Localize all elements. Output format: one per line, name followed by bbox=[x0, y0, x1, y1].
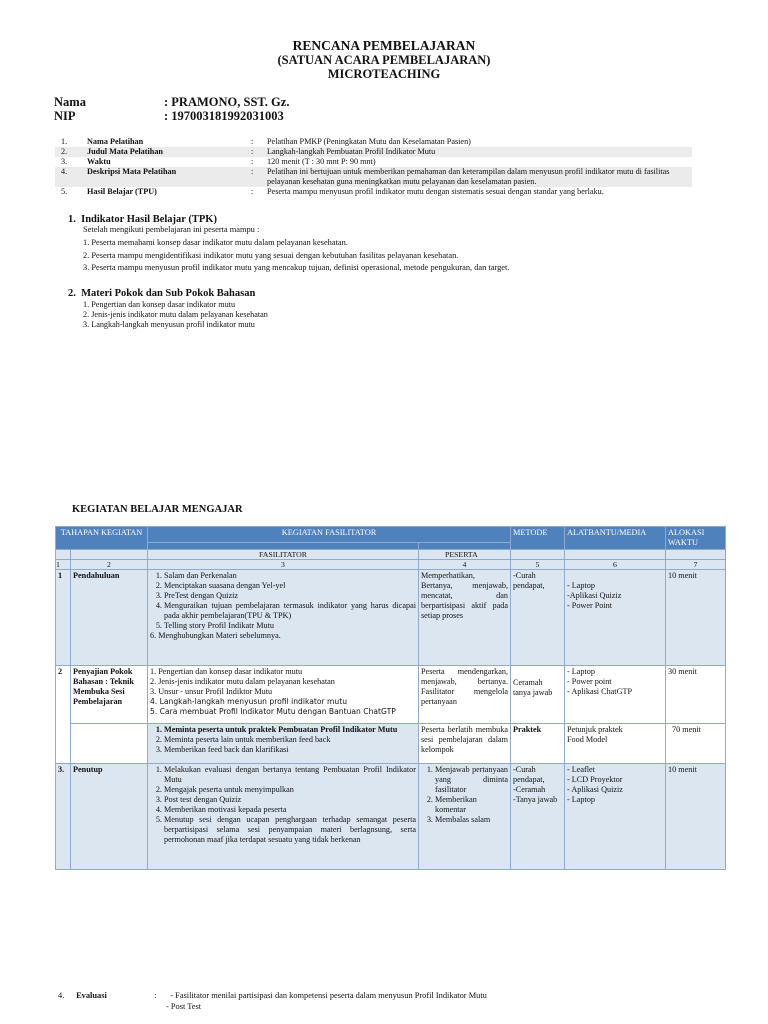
row-fasilitator bbox=[148, 666, 419, 724]
list-item: 3. Post test dengan Quiziz bbox=[164, 795, 416, 805]
info-no: 5. bbox=[61, 187, 68, 196]
kbm-table bbox=[55, 526, 726, 870]
info-value: Pelatihan ini bertujuan untuk memberikan pemahaman dan keterampilan dalam menyusun profil indikator mutu di fasilitas pelayanan kesehatan guna meningkatkan mutu pelayanan dan keselamatan pasien. bbox=[265, 167, 692, 187]
list-item: 1. Menjawab pertanyaan yang diminta fasilitator bbox=[435, 765, 508, 795]
list-item: 2. Jenis-jenis indikator mutu dalam pelayanan kesehatan bbox=[83, 310, 268, 319]
list-item: 3. Peserta mampu menyusun profil indikator mutu yang mencakup tujuan, definisi operasional, metode pengukuran, dan target. bbox=[83, 263, 510, 273]
row-alat bbox=[565, 570, 666, 666]
tpk-list bbox=[83, 237, 509, 275]
info-sep: : bbox=[251, 157, 254, 166]
list-item: 1. Pengertian dan konsep dasar indikator mutu bbox=[150, 667, 303, 676]
materi-heading bbox=[68, 288, 255, 299]
info-sep: : bbox=[249, 147, 265, 157]
list-item: 5. Menutup sesi dengan ucapan penghargaan terhadap semangat peserta berpartisipasi selama sesi penyampaian materi berlagnsung, serta permohonan maaf jika terdapat sesuatu yang tidak berkenan bbox=[164, 815, 416, 845]
row-metode: Ceramah tanya jawab bbox=[511, 666, 565, 724]
info-key: Deskripsi Mata Pelatihan bbox=[85, 167, 249, 187]
colnum: 5 bbox=[511, 560, 565, 570]
identity-nip bbox=[54, 109, 284, 124]
colnum: 6 bbox=[565, 560, 666, 570]
colnum: 4 bbox=[419, 560, 511, 570]
info-no: 4. bbox=[55, 167, 85, 187]
header-tahapan: TAHAPAN KEGIATAN bbox=[56, 527, 148, 550]
info-key: Judul Mata Pelatihan bbox=[85, 147, 249, 157]
info-row bbox=[55, 187, 692, 197]
table-header-row bbox=[56, 527, 726, 543]
info-key: Hasil Belajar (TPU) bbox=[87, 187, 157, 196]
header-spacer bbox=[419, 543, 511, 550]
row-waktu: 30 menit bbox=[666, 666, 726, 724]
info-no: 3. bbox=[61, 157, 68, 166]
kbm-heading: KEGIATAN BELAJAR MENGAJAR bbox=[72, 504, 243, 515]
subheader-cell bbox=[565, 550, 666, 560]
list-item: 1. Meminta peserta untuk praktek Pembuatan Profil Indikator Mutu bbox=[164, 725, 416, 735]
info-row bbox=[55, 137, 692, 147]
row-tahap: Pendahuluan bbox=[71, 570, 148, 666]
list-item: 4. Memberikan motivasi kepada peserta bbox=[164, 805, 416, 815]
nama-value: : PRAMONO, SST. Gz. bbox=[164, 95, 290, 109]
info-table bbox=[55, 137, 692, 197]
list-item: 3. Langkah-langkah menyusun profil indikator mutu bbox=[83, 320, 255, 329]
nama-label: Nama bbox=[54, 95, 86, 109]
list-item: 2. Memberikan komentar bbox=[435, 795, 508, 815]
document-subtitle-2: MICROTEACHING bbox=[327, 67, 441, 81]
row-waktu: 10 menit bbox=[666, 570, 726, 666]
list-item: - Laptop bbox=[567, 795, 595, 804]
colnum: 3 bbox=[148, 560, 419, 570]
row-metode: Praktek bbox=[511, 724, 565, 764]
list-item: 3. Memberikan feed back dan klarifikasi bbox=[164, 745, 416, 755]
identity-nama bbox=[54, 95, 289, 110]
row-peserta: Peserta berlatih membuka sesi pembelajaran dalam kelompok bbox=[419, 724, 511, 764]
list-item: - Laptop bbox=[567, 581, 595, 590]
list-item: 1. Salam dan Perkenalan bbox=[164, 571, 416, 581]
list-item: Petunjuk praktek bbox=[567, 725, 623, 734]
subheader-peserta: PESERTA bbox=[419, 550, 511, 560]
table-row bbox=[56, 570, 726, 666]
list-item: -Curah pendapat, bbox=[513, 765, 545, 784]
row-tahap: Penyajian Pokok Bahasan : Teknik Membuka Sesi Pembelajaran bbox=[71, 666, 148, 724]
list-item: 2. Mengajak peserta untuk menyimpulkan bbox=[164, 785, 416, 795]
info-sep: : bbox=[249, 167, 265, 187]
header-alokasi: ALOKASI WAKTU bbox=[666, 527, 726, 550]
info-row bbox=[55, 167, 692, 187]
header-kegiatan: KEGIATAN FASILITATOR bbox=[148, 527, 511, 543]
document-title: RENCANA PEMBELAJARAN bbox=[292, 38, 476, 53]
list-item: - Laptop bbox=[567, 667, 595, 676]
header-alat: ALATBANTU/MEDIA bbox=[565, 527, 666, 550]
materi-heading-text: Materi Pokok dan Sub Pokok Bahasan bbox=[81, 288, 256, 299]
materi-heading-no: 2. bbox=[68, 288, 76, 299]
row-peserta: Peserta mendengarkan, menjawab, bertanya. Fasilitator mengelola pertanyaan bbox=[419, 666, 511, 724]
tpk-heading-text: Indikator Hasil Belajar (TPK) bbox=[81, 214, 217, 225]
info-no: 2. bbox=[55, 147, 85, 157]
subheader-cell bbox=[511, 550, 565, 560]
row-tahap: Penutup bbox=[71, 764, 148, 870]
list-item: 2. Menciptakan suasana dengan Yel-yel bbox=[164, 581, 416, 591]
list-item: 2. Meminta peserta lain untuk memberikan feed back bbox=[164, 735, 416, 745]
nip-value: : 197003181992031003 bbox=[164, 109, 284, 123]
subheader-cell bbox=[71, 550, 148, 560]
list-item: 5. Cara membuat Profil Indikator Mutu dengan Bantuan ChatGTP bbox=[150, 707, 396, 716]
subheader-row bbox=[56, 550, 726, 560]
list-item: -Aplikasi Quiziz bbox=[567, 591, 622, 600]
header-metode: METODE bbox=[511, 527, 565, 550]
subheader-cell bbox=[666, 550, 726, 560]
row-metode: -Curah pendapat, bbox=[511, 570, 565, 666]
document-subtitle: (SATUAN ACARA PEMBELAJARAN) bbox=[277, 53, 491, 67]
list-item: -Tanya jawab bbox=[513, 795, 558, 804]
row-fasilitator bbox=[148, 764, 419, 870]
list-item: 6. Menghubungkan Materi sebelumnya. bbox=[150, 631, 281, 640]
row-no: 1 bbox=[56, 570, 71, 666]
evaluasi-sep: : bbox=[154, 991, 157, 1000]
list-item: - Aplikasi ChatGTP bbox=[567, 687, 633, 696]
list-item: Food Model bbox=[567, 735, 608, 744]
info-value: Peserta mampu menyusun profil indikator mutu dengan sistematis sesuai dengan standar yang berlaku. bbox=[267, 187, 604, 196]
subheader-fasilitator: FASILITATOR bbox=[148, 550, 419, 560]
list-item: 1. Melakukan evaluasi dengan bertanya tentang Pembuatan Profil Indikator Mutu bbox=[164, 765, 416, 785]
info-key: Waktu bbox=[87, 157, 111, 166]
table-row bbox=[56, 666, 726, 724]
row-alat bbox=[565, 764, 666, 870]
evaluasi-label: Evaluasi bbox=[76, 991, 107, 1000]
colnum-row bbox=[56, 560, 726, 570]
tpk-intro: Setelah mengikuti pembelajaran ini peserta mampu : bbox=[83, 225, 260, 234]
row-no: 2 bbox=[56, 666, 71, 764]
info-sep: : bbox=[251, 187, 254, 196]
table-row bbox=[56, 724, 726, 764]
evaluasi-item: - Post Test bbox=[166, 1002, 202, 1011]
colnum: 2 bbox=[71, 560, 148, 570]
info-value: 120 menit (T : 30 mnt P: 90 mnt) bbox=[267, 157, 376, 166]
materi-list bbox=[83, 300, 268, 330]
list-item: -Ceramah bbox=[513, 785, 546, 794]
subheader-cell bbox=[56, 550, 71, 560]
row-waktu: 10 menit bbox=[666, 764, 726, 870]
row-peserta: Memperhatikan, Bertanya, menjawab, mencatat, dan berpartisipasi aktif pada setiap proses bbox=[419, 570, 511, 666]
info-row bbox=[55, 157, 692, 167]
info-row bbox=[55, 147, 692, 157]
info-value: Pelatihan PMKP (Peningkatan Mutu dan Keselamatan Pasien) bbox=[267, 137, 471, 146]
colnum: 1 bbox=[56, 560, 71, 570]
list-item: 2. Peserta mampu mengidentifikasi indikator mutu yang sesuai dengan kebutuhan fasilitas pelayanan kesehatan. bbox=[83, 250, 459, 260]
list-item: - LCD Proyektor bbox=[567, 775, 623, 784]
list-item: - Power Point bbox=[567, 601, 613, 610]
list-item: 3. PreTest dengan Quiziz bbox=[164, 591, 416, 601]
evaluasi-section bbox=[58, 990, 487, 1012]
list-item: - Power point bbox=[567, 677, 612, 686]
list-item: 3. Unsur - unsur Profil Indiktor Mutu bbox=[150, 687, 273, 696]
header-spacer bbox=[148, 543, 419, 550]
info-value: Langkah-langkah Pembuatan Profil Indikator Mutu bbox=[265, 147, 692, 157]
row-alat bbox=[565, 666, 666, 724]
list-item: 5. Telling story Profil Indikatr Mutu bbox=[164, 621, 416, 631]
nip-label: NIP bbox=[54, 109, 76, 123]
list-item: - Leaflet bbox=[567, 765, 595, 774]
list-item: 3. Membalas salam bbox=[435, 815, 508, 825]
table-row bbox=[56, 764, 726, 870]
row-fasilitator bbox=[148, 570, 419, 666]
list-item: - Aplikasi Quiziz bbox=[567, 785, 623, 794]
list-item: 4. Langkah-langkah menyusun profil indikator mutu bbox=[150, 697, 348, 706]
list-item: 2. Jenis-jenis indikator mutu dalam pelayanan kesehatan bbox=[150, 677, 335, 686]
tpk-heading-no: 1. bbox=[68, 214, 76, 225]
row-peserta bbox=[419, 764, 511, 870]
evaluasi-no: 4. bbox=[58, 991, 65, 1000]
row-fasilitator bbox=[148, 724, 419, 764]
colnum: 7 bbox=[666, 560, 726, 570]
list-item: 1. Peserta memahami konsep dasar indikator mutu dalam pelayanan kesehatan. bbox=[83, 238, 348, 247]
row-metode bbox=[511, 764, 565, 870]
spacer bbox=[567, 571, 663, 581]
evaluasi-item: - Fasilitator menilai partisipasi dan kompetensi peserta dalam menyusun Profil Indikator Mutu bbox=[170, 991, 487, 1000]
info-no: 1. bbox=[61, 137, 68, 146]
list-item: 1. Pengertian dan konsep dasar indikator mutu bbox=[83, 300, 236, 309]
list-item: 4. Menguraikan tujuan pembelajaran termasuk indikator yang harus dicapai pada akhir pembelajaran(TPU & TPK) bbox=[164, 601, 416, 621]
row-alat bbox=[565, 724, 666, 764]
row-no: 3. bbox=[56, 764, 71, 870]
info-key: Nama Pelatihan bbox=[87, 137, 144, 146]
row-tahap bbox=[71, 724, 148, 764]
row-waktu: 70 menit bbox=[666, 724, 726, 764]
info-sep: : bbox=[251, 137, 254, 146]
